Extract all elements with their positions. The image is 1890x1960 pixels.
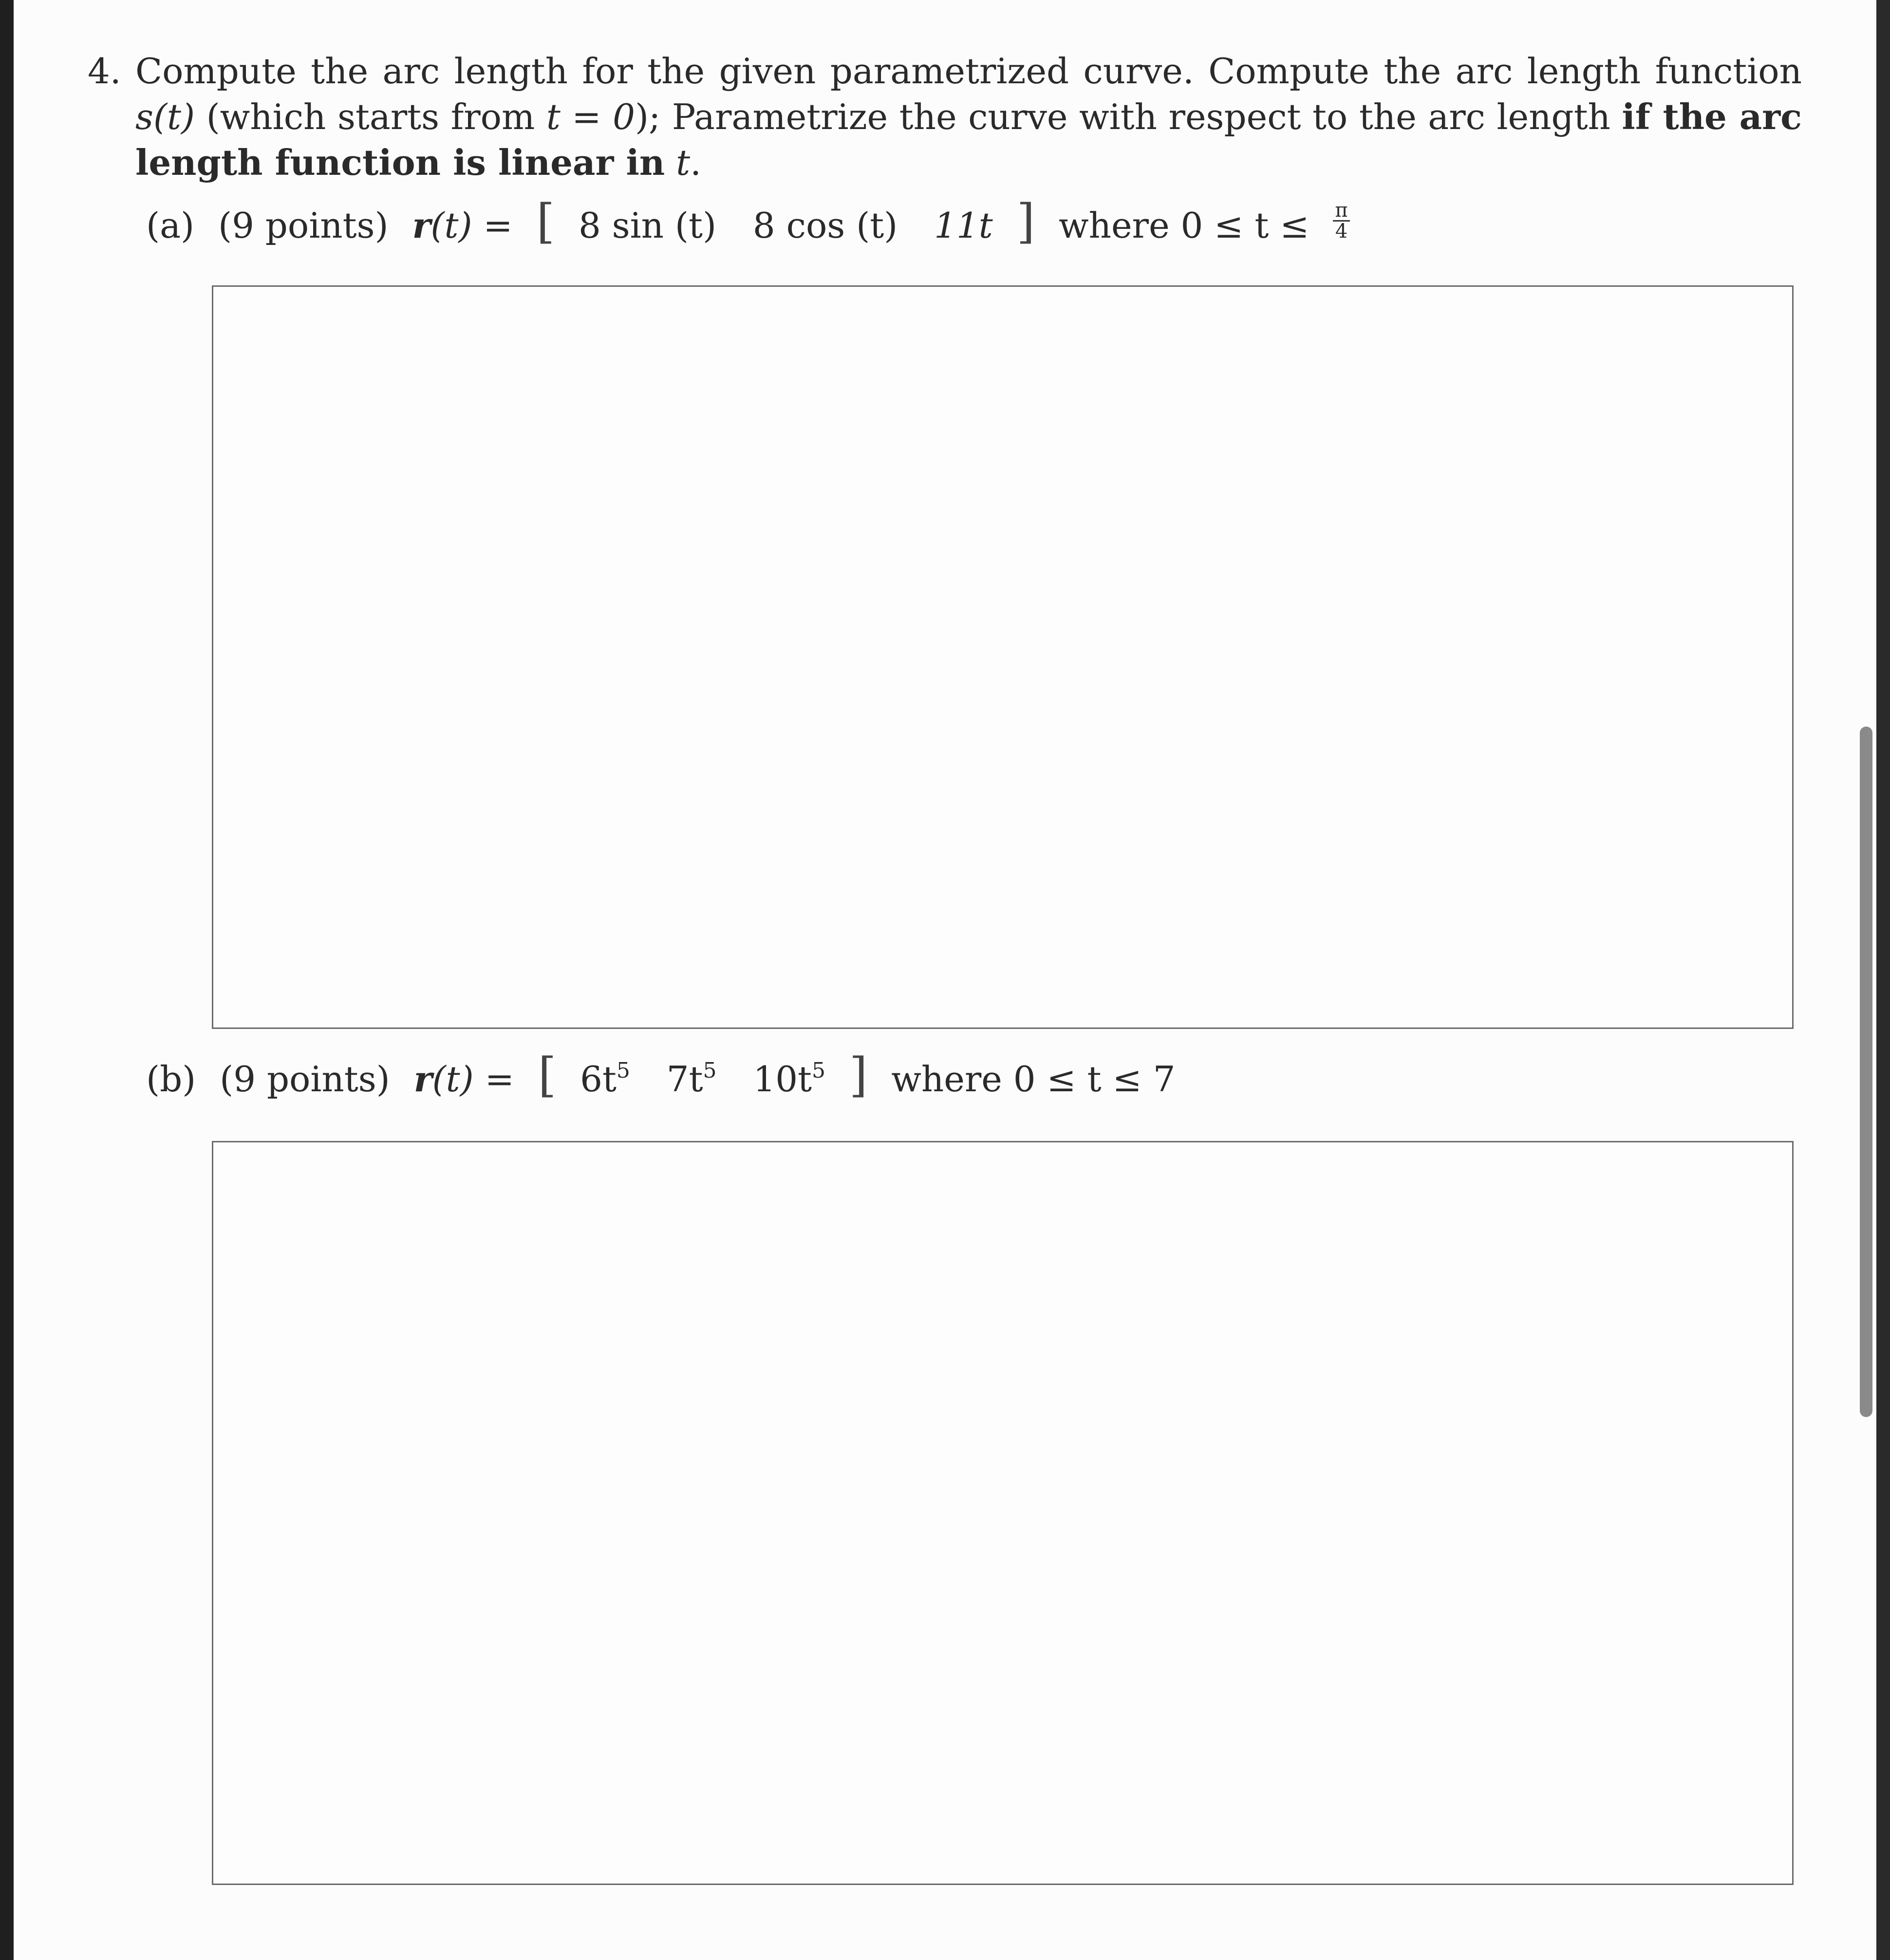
statement-text-1: Compute the arc length for the given parametrized curve. Compute the arc length function xyxy=(135,51,1802,92)
frac-numerator: π xyxy=(1333,201,1349,222)
part-a-r: r xyxy=(412,205,431,246)
part-a-component-1: 8 sin (t) xyxy=(578,205,717,246)
statement-text-3: ); Parametrize the curve with respect to the arc length xyxy=(635,96,1622,137)
arc-length-function: s(t) xyxy=(135,96,195,137)
statement-text-2: (which starts from xyxy=(195,96,546,137)
scrollbar-thumb[interactable] xyxy=(1860,727,1872,1417)
part-b-statement xyxy=(146,1048,1176,1102)
part-b-r: r xyxy=(413,1058,432,1100)
answer-box-b[interactable] xyxy=(212,1141,1794,1885)
part-b-label: (b) xyxy=(146,1059,196,1100)
right-bracket-icon: ] xyxy=(1016,194,1035,249)
part-b-domain: where 0 ≤ t ≤ 7 xyxy=(891,1059,1176,1100)
bold-t: t xyxy=(676,142,691,183)
left-bracket-icon: [ xyxy=(536,194,555,249)
part-a-component-2: 8 cos (t) xyxy=(752,205,898,246)
left-bracket-icon: [ xyxy=(538,1048,557,1102)
problem-statement xyxy=(135,49,1802,186)
part-b-points: (9 points) xyxy=(220,1059,390,1100)
part-a-statement xyxy=(146,194,1350,249)
answer-box-a[interactable] xyxy=(212,285,1794,1029)
part-b-lhs: (t) = xyxy=(432,1059,514,1100)
part-a-points: (9 points) xyxy=(218,205,389,246)
part-a-lhs: (t) = xyxy=(430,205,513,246)
problem-number: 4. xyxy=(88,51,121,92)
part-b-component-3: $10t^5$ xyxy=(753,1058,825,1100)
bold-condition: if the arc length function is linear in xyxy=(135,96,1802,183)
scrollbar-track[interactable] xyxy=(1876,0,1890,1960)
part-a-label: (a) xyxy=(146,205,195,246)
part-b-component-2: $7t^5$ xyxy=(666,1058,717,1100)
pi-over-four xyxy=(1333,201,1349,241)
frac-denominator: 4 xyxy=(1335,220,1348,243)
statement-end: . xyxy=(690,142,701,183)
t-equals-zero: t = 0 xyxy=(546,96,635,137)
document-page xyxy=(14,0,1890,1960)
part-a-component-3: 11t xyxy=(934,205,993,246)
right-bracket-icon: ] xyxy=(849,1048,868,1102)
part-a-domain: where 0 ≤ t ≤ xyxy=(1058,205,1310,246)
part-b-component-1: $6t^5$ xyxy=(580,1058,630,1100)
